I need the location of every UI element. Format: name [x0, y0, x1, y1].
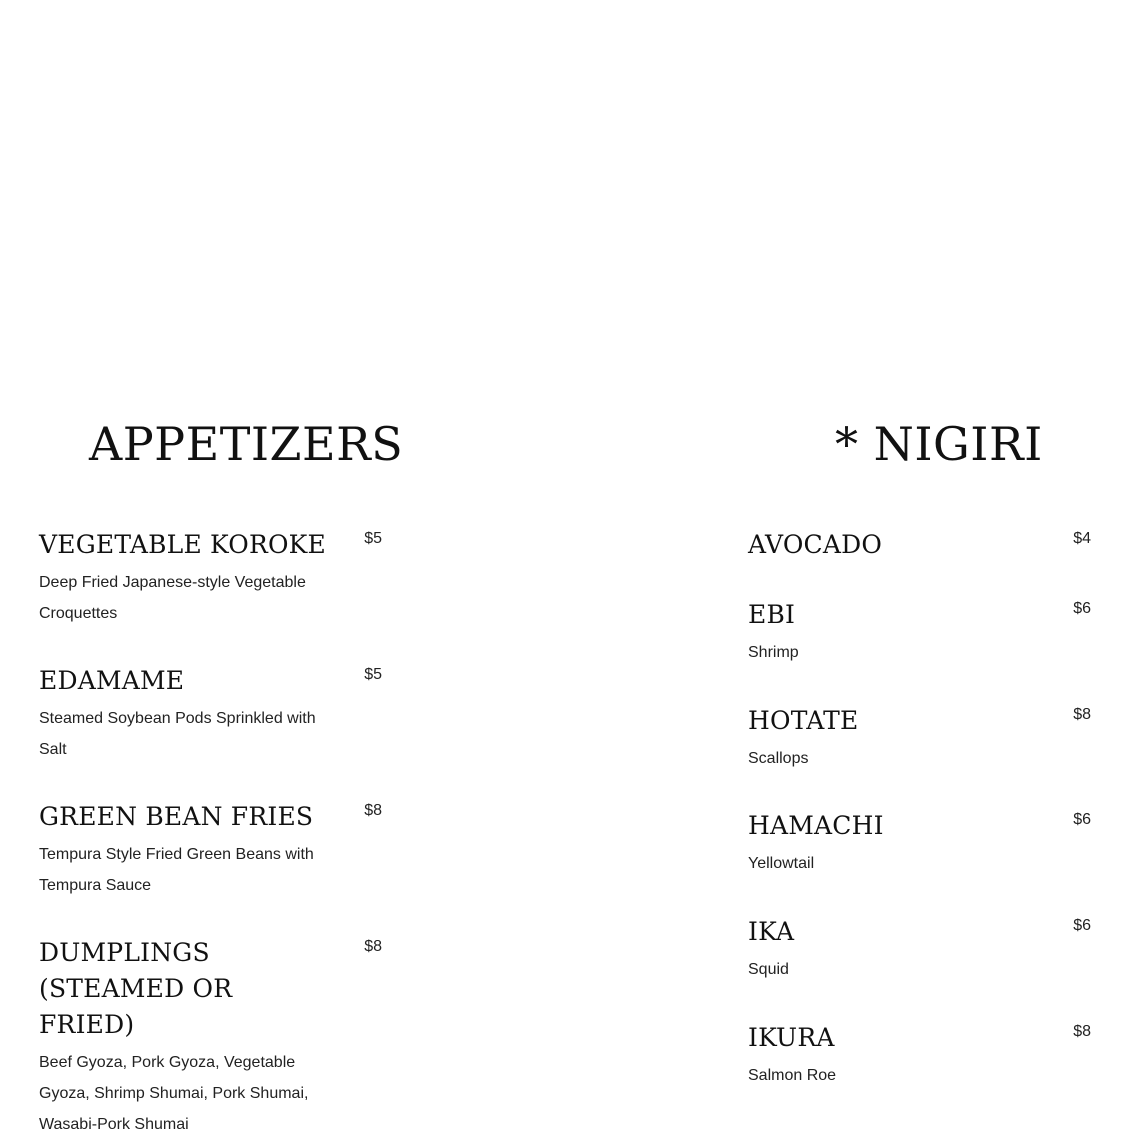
item-price: $6 [1073, 811, 1091, 828]
item-name: DUMPLINGS (STEAMED OR FRIED) [39, 938, 233, 1039]
item-description: Squid [748, 961, 789, 978]
menu-item [748, 597, 1091, 668]
menu-item [748, 703, 1091, 774]
item-price: $5 [364, 530, 382, 547]
item-price: $5 [364, 666, 382, 683]
item-name: HAMACHI [748, 811, 884, 840]
item-description: Tempura Style Fried Green Beans with Tempura Sauce [39, 846, 314, 894]
menu-item [39, 935, 382, 1140]
item-description: Deep Fried Japanese-style Vegetable Croquettes [39, 574, 306, 622]
menu-item [39, 663, 382, 765]
item-price: $4 [1073, 530, 1091, 547]
item-name: HOTATE [748, 706, 859, 735]
item-description: Salmon Roe [748, 1067, 837, 1084]
item-name: AVOCADO [748, 530, 883, 559]
item-price: $8 [1073, 706, 1091, 723]
item-name: GREEN BEAN FRIES [39, 802, 314, 831]
item-description: Shrimp [748, 644, 799, 661]
appetizers-heading: APPETIZERS [89, 417, 404, 471]
menu-item [748, 1020, 1091, 1091]
item-price: $8 [364, 802, 382, 819]
item-price: $8 [1073, 1023, 1091, 1040]
item-name: EBI [748, 600, 796, 629]
item-price: $6 [1073, 600, 1091, 617]
nigiri-heading: * NIGIRI [835, 417, 1043, 471]
item-description: Yellowtail [748, 855, 815, 872]
item-description: Scallops [748, 750, 809, 767]
item-name: EDAMAME [39, 666, 185, 695]
item-name: VEGETABLE KOROKE [39, 530, 327, 559]
menu-item [39, 799, 382, 901]
item-price: $6 [1073, 917, 1091, 934]
menu-item [39, 527, 382, 629]
item-description: Steamed Soybean Pods Sprinkled with Salt [39, 710, 316, 758]
item-name: IKURA [748, 1023, 835, 1052]
menu-item [748, 527, 1091, 563]
hero-blank-area [0, 0, 1130, 400]
item-name: IKA [748, 917, 795, 946]
item-description: Beef Gyoza, Pork Gyoza, Vegetable Gyoza, Shrimp Shumai, Pork Shumai, Wasabi-Pork Shumai [39, 1054, 309, 1133]
item-price: $8 [364, 938, 382, 955]
menu-item [748, 808, 1091, 879]
menu-item [748, 914, 1091, 985]
